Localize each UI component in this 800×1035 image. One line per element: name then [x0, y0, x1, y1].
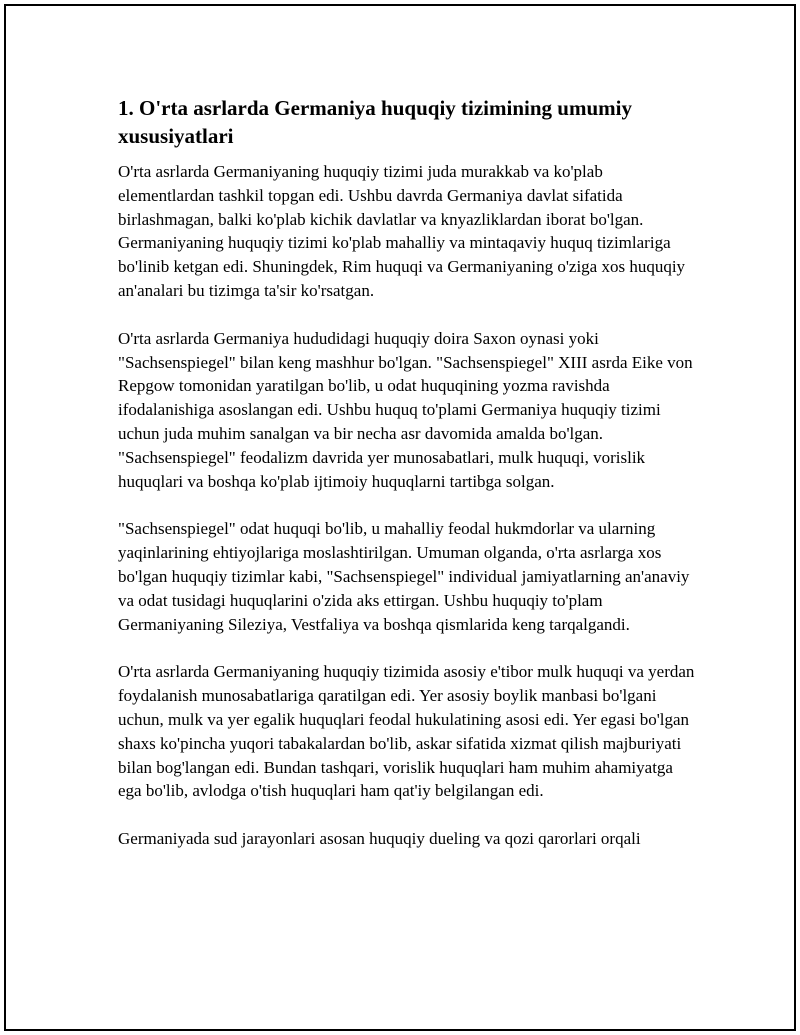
paragraph-1: O'rta asrlarda Germaniyaning huquqiy tizimi juda murakkab va ko'plab elementlardan tashkil topgan edi. Ushbu davrda Germaniya davlat sifatida birlashmagan, balki ko'plab kichik davlatlar va knyazliklardan iborat bo'lgan. Germaniyaning huquqiy tizimi ko'plab mahalliy va mintaqaviy huquq tizimlariga bo'linib ketgan edi. Shuningdek, Rim huquqi va Germaniyaning o'ziga xos huquqiy an'analari bu tizimga ta'sir ko'rsatgan.	[118, 162, 686, 300]
section-heading: 1. O'rta asrlarda Germaniya huquqiy tizimining umumiy xususiyatlari	[118, 96, 632, 148]
paragraph-4: O'rta asrlarda Germaniyaning huquqiy tizimida asosiy e'tibor mulk huquqi va yerdan foydalanish munosabatlariga qaratilgan edi. Yer asosiy boylik manbasi bo'lgani uchun, mulk va yer egalik huquqlari feodal hukulatining asosi edi. Yer egasi bo'lgan shaxs ko'pincha yuqori tabakalardan bo'lib, askar sifatida xizmat qilish majburiyati bilan bog'langan edi. Bundan tashqari, vorislik huquqlari ham muhim ahamiyatga ega bo'lib, avlodga o'tish huquqlari ham qat'iy belgilangan edi.	[118, 662, 695, 801]
document-body	[118, 94, 698, 875]
paragraph-5: Germaniyada sud jarayonlari asosan huquqiy dueling va qozi qarorlari orqali	[118, 829, 641, 849]
paragraph-2: O'rta asrlarda Germaniya hududidagi huquqiy doira Saxon oynasi yoki "Sachsenspiegel" bilan keng mashhur bo'lgan. "Sachsenspiegel" XIII asrda Eike von Repgow tomonidan yaratilgan bo'lib, u odat huquqining yozma ravishda ifodalanishiga asoslangan edi. Ushbu huquq to'plami Germaniya huquqiy tizimi uchun juda muhim sanalgan va bir necha asr davomida amalda bo'lgan. "Sachsenspiegel" feodalizm davrida yer munosabatlari, mulk huquqi, vorislik huquqlari va boshqa ko'plab ijtimoiy huquqlarni tartibga solgan.	[118, 328, 693, 491]
paragraph-3: "Sachsenspiegel" odat huquqi bo'lib, u mahalliy feodal hukmdorlar va ularning yaqinlarining ehtiyojlariga moslashtirilgan. Umuman olganda, o'rta asrlarga xos bo'lgan huquqiy tizimlar kabi, "Sachsenspiegel" individual jamiyatlarning an'anaviy va odat tusidagi huquqlarini o'zida aks ettirgan. Ushbu huquqiy to'plam Germaniyaning Sileziya, Vestfaliya va boshqa qismlarida keng tarqalgandi.	[118, 519, 690, 634]
